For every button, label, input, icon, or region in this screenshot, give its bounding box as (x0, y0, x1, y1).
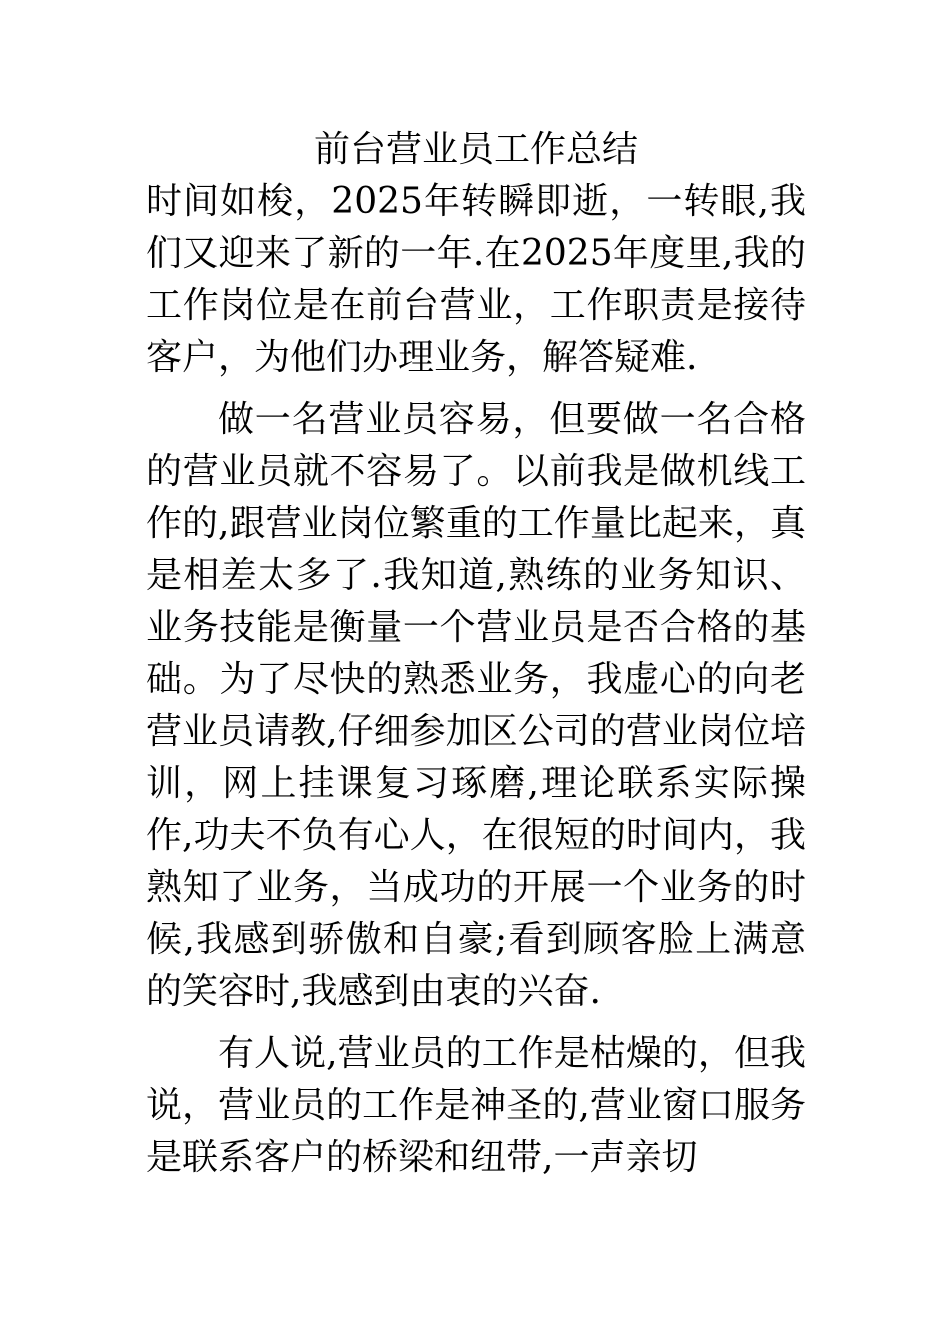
document-title: 前台营业员工作总结 (313, 129, 638, 170)
paragraph-service: 有人说,营业员的工作是枯燥的，但我说，营业员的工作是神圣的,营业窗口服务是联系客户的桥梁和纽带,一声亲切 (146, 1033, 806, 1178)
paragraph-learning: 做一名营业员容易，但要做一名合格的营业员就不容易了。以前我是做机线工作的,跟营业岗位繁重的工作量比起来，真是相差太多了.我知道,熟练的业务知识、业务技能是衡量一个营业员是否合格的基础。为了尽快的熟悉业务，我虚心的向老营业员请教,仔细参加区公司的营业岗位培训，网上挂课复习琢磨,理论联系实际操作,功夫不负有心人，在很短的时间内，我熟知了业务，当成功的开展一个业务的时候,我感到骄傲和自豪;看到顾客脸上满意的笑容时,我感到由衷的兴奋. (146, 399, 806, 1012)
document-body (146, 124, 806, 1194)
paragraph-intro: 时间如梭，2025年转瞬即逝，一转眼,我们又迎来了新的一年.在2025年度里,我的工作岗位是在前台营业，工作职责是接待客户，为他们办理业务，解答疑难. (146, 181, 806, 378)
